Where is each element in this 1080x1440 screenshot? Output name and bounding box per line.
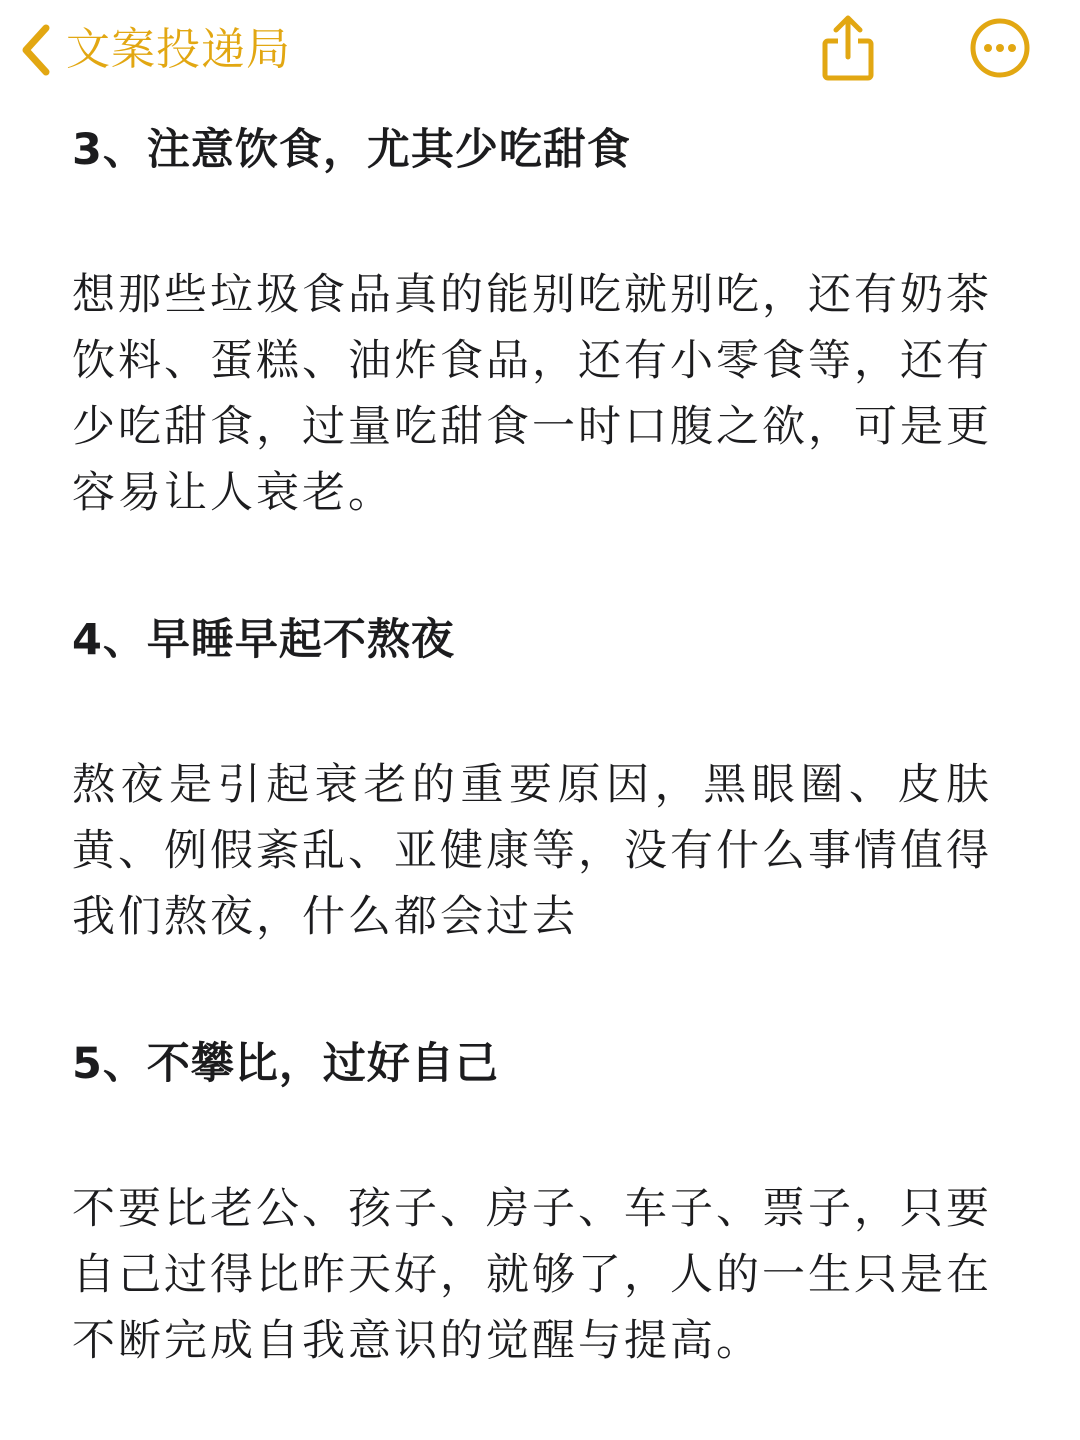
section-heading: 4、早睡早起不熬夜 bbox=[72, 615, 455, 665]
section-heading: 3、注意饮食，尤其少吃甜食 bbox=[72, 125, 631, 175]
navigation-bar bbox=[0, 0, 1080, 100]
section-body: 熬夜是引起衰老的重要原因，黑眼圈、皮肤黄、例假紊乱、亚健康等，没有什么事情值得我们熬夜，什么都会过去 bbox=[72, 760, 992, 942]
section-body: 不要比老公、孩子、房子、车子、票子，只要自己过得比昨天好，就够了，人的一生只是在不断完成自我意识的觉醒与提高。 bbox=[72, 1184, 992, 1366]
more-icon bbox=[969, 17, 1031, 83]
note-content[interactable] bbox=[72, 118, 992, 1374]
section-sleep bbox=[72, 608, 992, 1032]
back-button[interactable] bbox=[18, 18, 291, 82]
section-diet bbox=[72, 118, 992, 608]
section-compare bbox=[72, 1032, 992, 1374]
more-button[interactable] bbox=[960, 10, 1040, 90]
section-body: 想那些垃圾食品真的能别吃就别吃，还有奶茶饮料、蛋糕、油炸食品，还有小零食等，还有少吃甜食，过量吃甜食一时口腹之欲，可是更容易让人衰老。 bbox=[72, 270, 992, 518]
chevron-left-icon bbox=[18, 22, 52, 78]
share-icon bbox=[818, 13, 878, 87]
share-button[interactable] bbox=[808, 10, 888, 90]
section-heading: 5、不攀比，过好自己 bbox=[72, 1039, 499, 1089]
back-label: 文案投递局 bbox=[66, 24, 291, 75]
